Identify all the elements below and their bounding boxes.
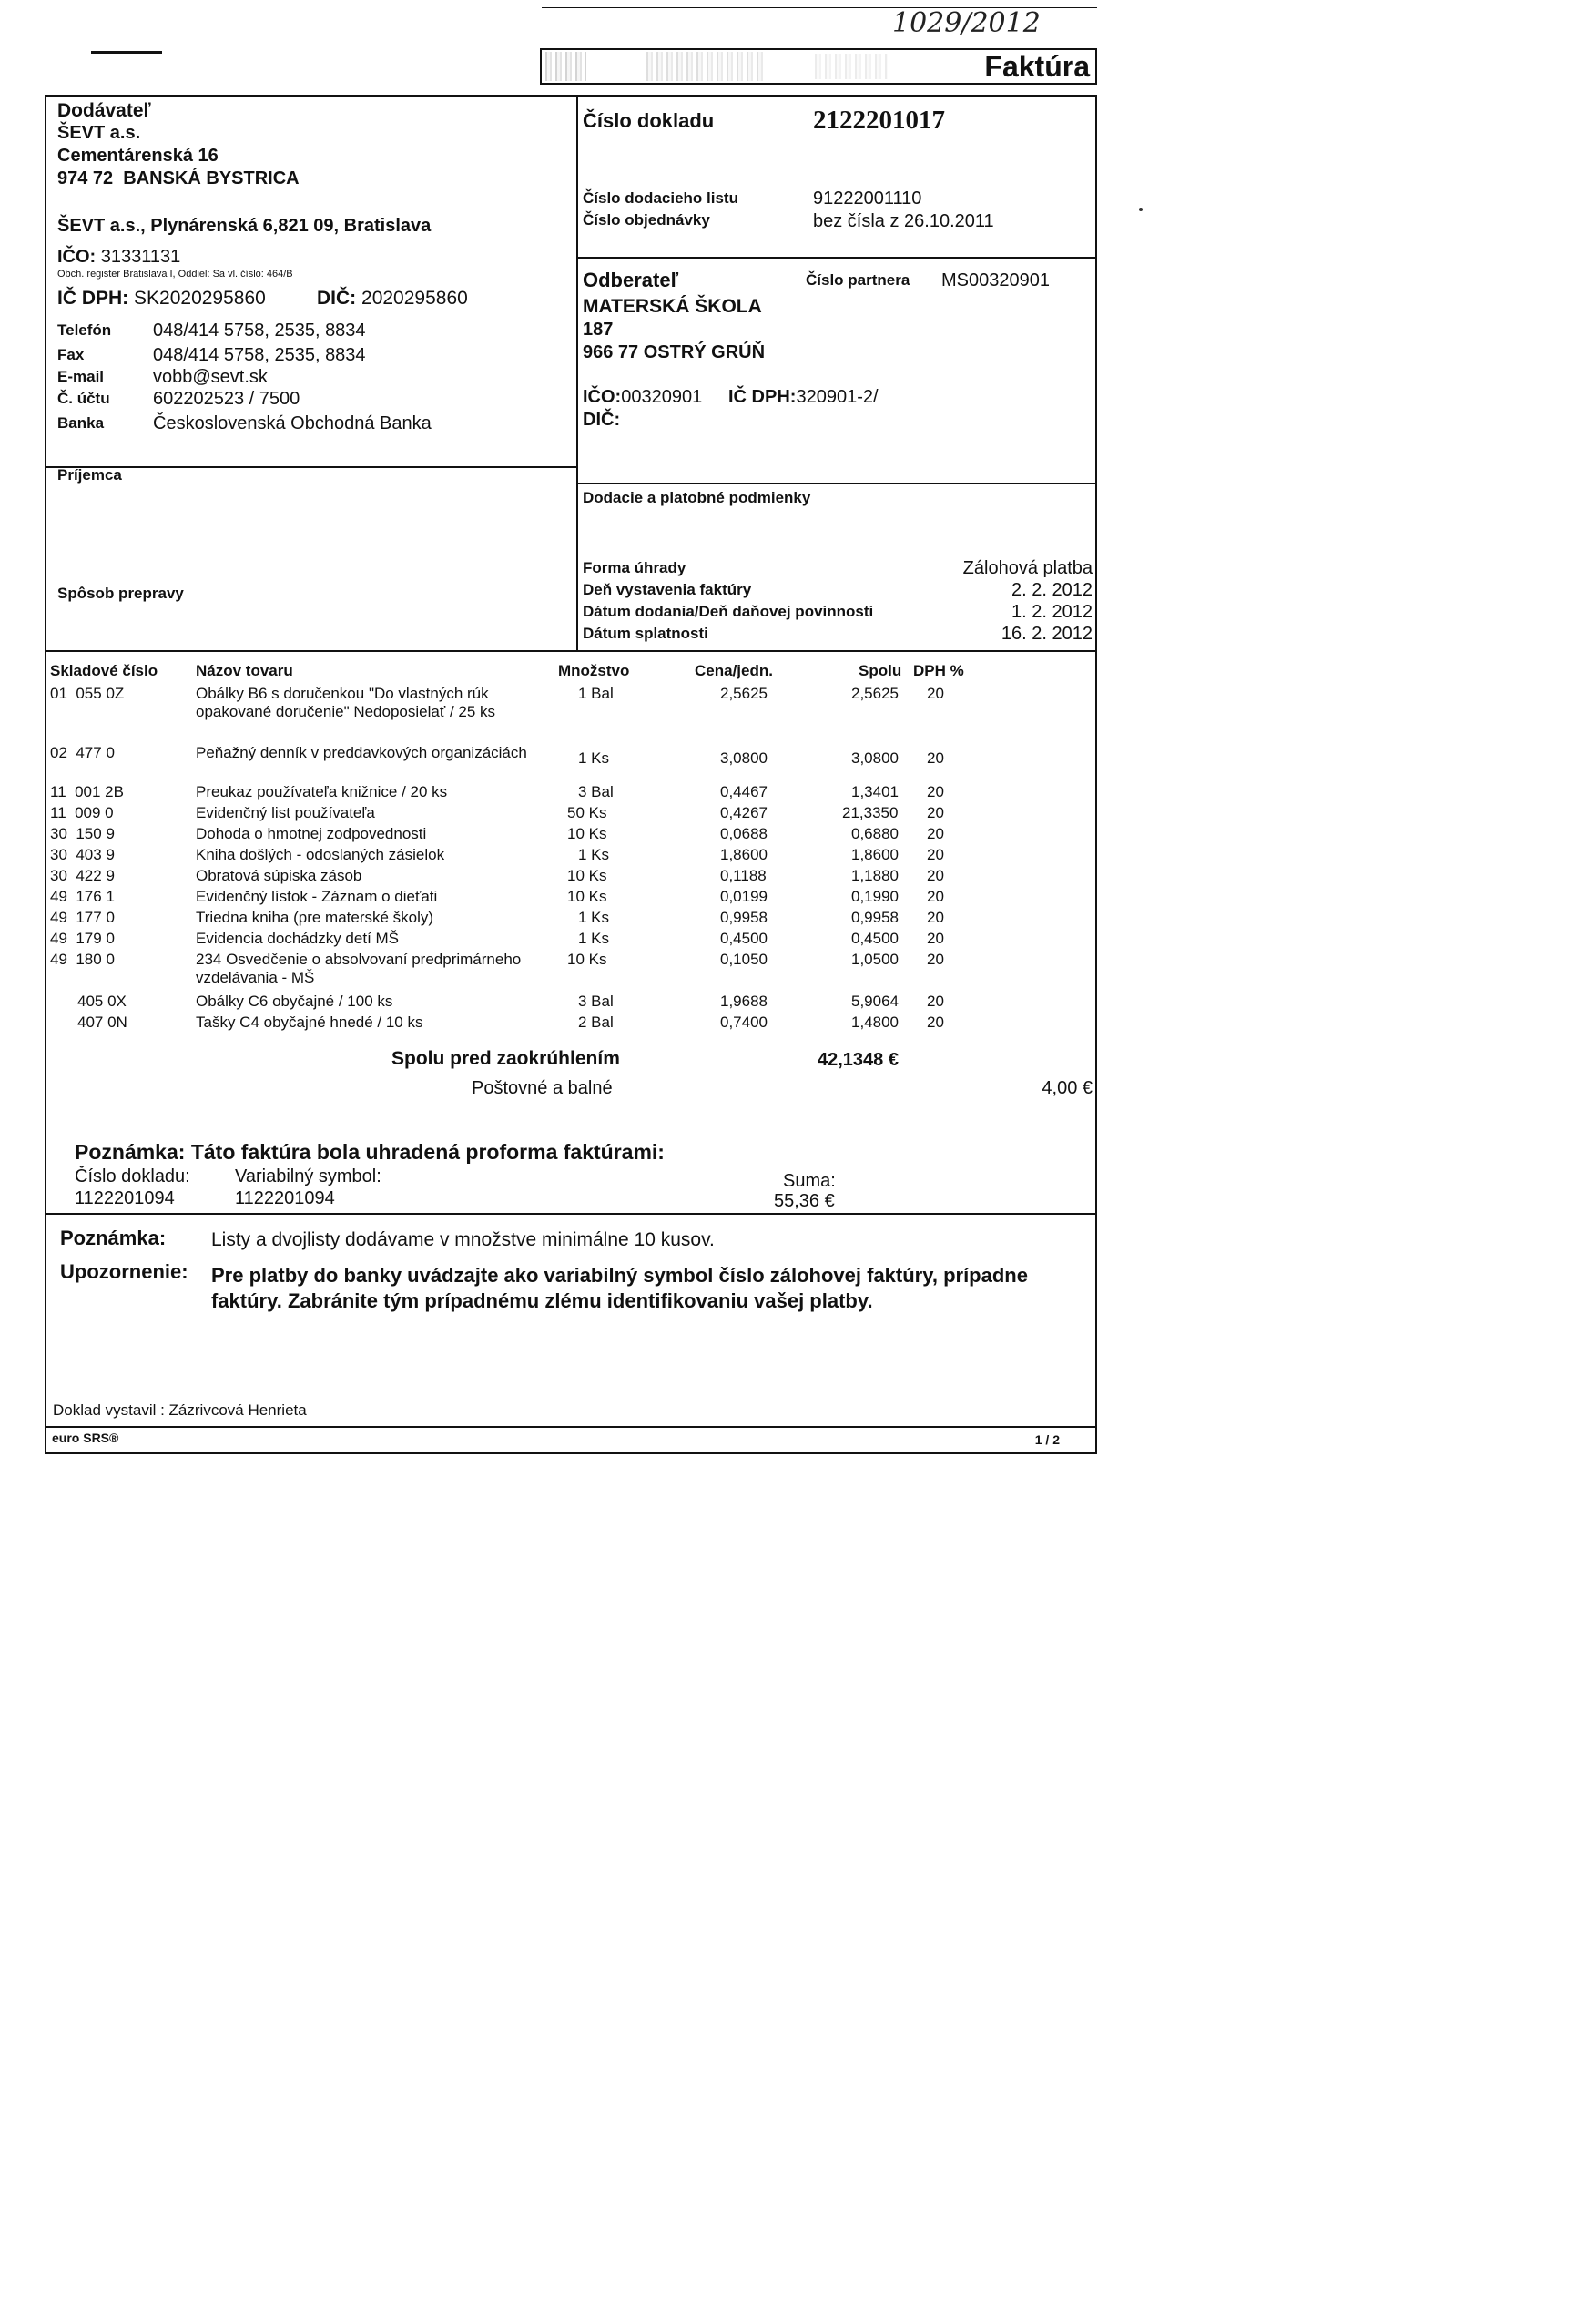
document-title: Faktúra [984, 50, 1090, 83]
item-sku: 49 177 0 [50, 909, 115, 926]
item-total: 0,6880 [851, 825, 899, 842]
item-sku: 49 176 1 [50, 888, 115, 905]
item-name: Evidencia dochádzky detí MŠ [196, 930, 400, 947]
item-qty: 1 Ks [578, 749, 610, 767]
item-total: 1,1880 [851, 867, 899, 884]
terms-row-label: Dátum dodania/Deň daňovej povinnosti [583, 603, 874, 620]
col-total-header: Spolu [859, 662, 902, 679]
item-total: 1,8600 [851, 846, 899, 863]
supplier-ico-value: 31331131 [100, 247, 181, 267]
item-qty: 1 Ks [578, 930, 610, 947]
contact-value: Československá Obchodná Banka [153, 413, 432, 433]
item-price: 0,0199 [720, 888, 768, 905]
table-row [50, 1013, 1097, 1034]
proforma-vs-value: 1122201094 [235, 1188, 335, 1208]
delivery-note-value: 91222001110 [813, 188, 922, 209]
col-price-header: Cena/jedn. [695, 662, 773, 679]
issued-by: Doklad vystavil : Zázrivcová Henrieta [53, 1401, 307, 1419]
table-row [50, 993, 1097, 1013]
item-vat: 20 [927, 804, 944, 821]
item-price: 3,0800 [720, 749, 768, 767]
item-vat: 20 [927, 888, 944, 905]
terms-row-label: Deň vystavenia faktúry [583, 581, 752, 598]
subtotal-value: 42,1348 € [818, 1050, 899, 1070]
item-qty: 1 Ks [578, 846, 610, 863]
terms-row-label: Forma úhrady [583, 559, 686, 576]
proforma-sum-value: 55,36 € [774, 1191, 835, 1211]
item-vat: 20 [927, 993, 944, 1010]
customer-icdph-value: 320901-2/ [796, 387, 879, 407]
proforma-heading: Poznámka: Táto faktúra bola uhradená proforma faktúrami: [75, 1140, 665, 1164]
item-total: 0,4500 [851, 930, 899, 947]
scan-noise [545, 52, 586, 81]
supplier-label: Dodávateľ [57, 100, 151, 121]
item-vat: 20 [927, 1013, 944, 1031]
item-name: Triedna kniha (pre materské školy) [196, 909, 434, 926]
terms-row-value: Zálohová platba [962, 558, 1093, 578]
proforma-doc-value: 1122201094 [75, 1188, 175, 1208]
supplier-branch: ŠEVT a.s., Plynárenská 6,821 09, Bratislava [57, 216, 432, 236]
item-qty: 3 Bal [578, 993, 614, 1010]
doc-number-label: Číslo dokladu [583, 109, 715, 132]
item-sku: 30 150 9 [50, 825, 115, 842]
item-price: 0,0688 [720, 825, 768, 842]
notes-rule [45, 1213, 1097, 1215]
order-label: Číslo objednávky [583, 211, 710, 229]
customer-ico [583, 387, 702, 408]
header-divider [576, 95, 578, 650]
table-row [50, 783, 1097, 804]
proforma-sum-label: Suma: [783, 1171, 836, 1191]
item-qty: 3 Bal [578, 783, 614, 800]
contact-value: 048/414 5758, 2535, 8834 [153, 321, 366, 341]
terms-row-label: Dátum splatnosti [583, 625, 708, 642]
subtotal-label: Spolu pred zaokrúhlením [391, 1048, 620, 1069]
terms-label: Dodacie a platobné podmienky [583, 489, 811, 506]
table-row [50, 685, 1097, 720]
item-name: Dohoda o hmotnej zodpovednosti [196, 825, 427, 842]
warning-label: Upozornenie: [60, 1260, 188, 1283]
scan-dot [1139, 208, 1143, 211]
terms-row-value: 16. 2. 2012 [1001, 624, 1093, 644]
item-sku: 407 0N [77, 1013, 127, 1031]
item-sku: 01 055 0Z [50, 685, 125, 702]
order-value: bez čísla z 26.10.2011 [813, 211, 994, 231]
item-price: 0,9958 [720, 909, 768, 926]
supplier-icdph-value: SK2020295860 [134, 288, 266, 309]
item-total: 3,0800 [851, 749, 899, 767]
doc-number: 2122201017 [813, 106, 945, 135]
customer-dic-label: DIČ: [583, 410, 621, 430]
contact-label: Telefón [57, 321, 112, 339]
item-price: 0,4500 [720, 930, 768, 947]
item-name: Obálky B6 s doručenkou "Do vlastných rúk opakované doručenie" Nedoposielať / 25 ks [196, 685, 496, 720]
terms-row-value: 2. 2. 2012 [1011, 580, 1093, 600]
contact-value: 048/414 5758, 2535, 8834 [153, 345, 366, 365]
table-row [50, 867, 1097, 888]
proforma-doc-label: Číslo dokladu: [75, 1166, 190, 1186]
item-vat: 20 [927, 685, 944, 702]
delivery-note-label: Číslo dodacieho listu [583, 189, 738, 207]
table-row [50, 930, 1097, 951]
supplier-register: Obch. register Bratislava I, Oddiel: Sa vl. číslo: 464/B [57, 269, 293, 280]
terms-row-value: 1. 2. 2012 [1011, 602, 1093, 622]
contact-label: Č. účtu [57, 390, 110, 407]
customer-ico-value: 00320901 [621, 387, 703, 407]
item-name: 234 Osvedčenie o absolvovaní predprimárneho vzdelávania - MŠ [196, 951, 522, 986]
item-vat: 20 [927, 930, 944, 947]
item-price: 0,7400 [720, 1013, 768, 1031]
item-vat: 20 [927, 909, 944, 926]
customer-divider [576, 483, 1097, 484]
doc-divider [576, 257, 1097, 259]
item-price: 1,9688 [720, 993, 768, 1010]
customer-name: MATERSKÁ ŠKOLA [583, 296, 762, 317]
contact-label: E-mail [57, 368, 105, 385]
scan-noise [646, 52, 765, 81]
item-vat: 20 [927, 846, 944, 863]
item-sku: 49 180 0 [50, 951, 115, 968]
supplier-city: 974 72 BANSKÁ BYSTRICA [57, 168, 300, 188]
customer-city: 966 77 OSTRÝ GRÚŇ [583, 342, 766, 362]
item-total: 1,0500 [851, 951, 899, 968]
item-total: 0,9958 [851, 909, 899, 926]
footer-rule [45, 1426, 1097, 1428]
recipient-label: Príjemca [57, 466, 122, 484]
item-name: Preukaz používateľa knižnice / 20 ks [196, 783, 448, 800]
item-qty: 2 Bal [578, 1013, 614, 1031]
postage-value: 4,00 € [1042, 1078, 1093, 1098]
item-name: Tašky C4 obyčajné hnedé / 10 ks [196, 1013, 423, 1031]
supplier-dic-value: 2020295860 [361, 288, 468, 309]
item-qty: 10 Ks [567, 951, 607, 968]
item-total: 21,3350 [842, 804, 899, 821]
table-row [50, 804, 1097, 825]
item-name: Obálky C6 obyčajné / 100 ks [196, 993, 393, 1010]
item-vat: 20 [927, 825, 944, 842]
items-header [50, 662, 1097, 683]
table-row [50, 951, 1097, 986]
item-sku: 30 422 9 [50, 867, 115, 884]
supplier-divider [45, 466, 576, 468]
scan-mark [91, 51, 162, 54]
item-price: 0,1050 [720, 951, 768, 968]
item-price: 0,4467 [720, 783, 768, 800]
table-row [50, 744, 1097, 765]
item-qty: 10 Ks [567, 825, 607, 842]
item-qty: 50 Ks [567, 804, 607, 821]
transport-label: Spôsob prepravy [57, 585, 184, 602]
item-vat: 20 [927, 749, 944, 767]
col-sku-header: Skladové číslo [50, 662, 158, 679]
item-sku: 30 403 9 [50, 846, 115, 863]
supplier-ico [57, 247, 180, 268]
item-total: 2,5625 [851, 685, 899, 702]
table-row [50, 888, 1097, 909]
contact-value: vobb@sevt.sk [153, 367, 268, 387]
item-qty: 10 Ks [567, 888, 607, 905]
page-number: 1 / 2 [1034, 1432, 1060, 1447]
note-label: Poznámka: [60, 1227, 167, 1249]
item-vat: 20 [927, 951, 944, 968]
supplier-icdph [57, 288, 266, 310]
item-price: 1,8600 [720, 846, 768, 863]
item-qty: 1 Ks [578, 909, 610, 926]
supplier-dic-label: DIČ: [317, 288, 357, 309]
warning-line-1: Pre platby do banky uvádzajte ako variabilný symbol číslo zálohovej faktúry, prípadne [211, 1264, 1028, 1287]
warning-line-2: faktúry. Zabránite tým prípadnému zlému identifikovaniu vašej platby. [211, 1289, 873, 1312]
item-sku: 49 179 0 [50, 930, 115, 947]
supplier-ico-label: IČO: [57, 247, 97, 267]
partner-label: Číslo partnera [806, 271, 910, 289]
item-sku: 11 009 0 [50, 804, 114, 821]
customer-icdph [728, 387, 879, 408]
item-total: 1,3401 [851, 783, 899, 800]
postage-label: Poštovné a balné [472, 1078, 613, 1098]
item-name: Kniha došlých - odoslaných zásielok [196, 846, 445, 863]
partner-value: MS00320901 [941, 270, 1050, 290]
contact-value: 602202523 / 7500 [153, 389, 300, 409]
handwritten-note: 1029/2012 [892, 7, 1041, 39]
customer-label: Odberateľ [583, 269, 679, 291]
customer-icdph-label: IČ DPH: [728, 387, 797, 407]
item-name: Obratová súpiska zásob [196, 867, 362, 884]
item-name: Evidenčný list používateľa [196, 804, 375, 821]
col-vat-header: DPH % [913, 662, 964, 679]
item-vat: 20 [927, 867, 944, 884]
item-vat: 20 [927, 783, 944, 800]
item-total: 5,9064 [851, 993, 899, 1010]
contact-label: Banka [57, 414, 105, 432]
item-total: 1,4800 [851, 1013, 899, 1031]
footer-brand: euro SRS® [52, 1431, 119, 1445]
col-qty-header: Množstvo [558, 662, 630, 679]
supplier-name: ŠEVT a.s. [57, 123, 141, 143]
item-name: Evidenčný lístok - Záznam o dieťati [196, 888, 438, 905]
item-name: Peňažný denník v preddavkových organizáciách [196, 744, 527, 761]
items-top-rule [45, 650, 1097, 652]
customer-street: 187 [583, 320, 614, 340]
customer-ico-label: IČO: [583, 387, 622, 407]
title-bar [540, 48, 1097, 85]
item-qty: 1 Bal [578, 685, 614, 702]
note-text: Listy a dvojlisty dodávame v množstve minimálne 10 kusov. [211, 1229, 715, 1250]
col-name-header: Názov tovaru [196, 662, 293, 679]
table-row [50, 825, 1097, 846]
item-price: 0,1188 [720, 867, 767, 884]
item-price: 0,4267 [720, 804, 768, 821]
item-sku: 405 0X [77, 993, 127, 1010]
contact-label: Fax [57, 346, 85, 363]
item-sku: 02 477 0 [50, 744, 115, 761]
supplier-street: Cementárenská 16 [57, 146, 219, 166]
proforma-vs-label: Variabilný symbol: [235, 1166, 381, 1186]
table-row [50, 909, 1097, 930]
supplier-dic [317, 288, 468, 310]
supplier-icdph-label: IČ DPH: [57, 288, 129, 309]
item-qty: 10 Ks [567, 867, 607, 884]
scan-noise [815, 54, 888, 79]
table-row [50, 846, 1097, 867]
item-price: 2,5625 [720, 685, 768, 702]
item-total: 0,1990 [851, 888, 899, 905]
item-sku: 11 001 2B [50, 783, 124, 800]
